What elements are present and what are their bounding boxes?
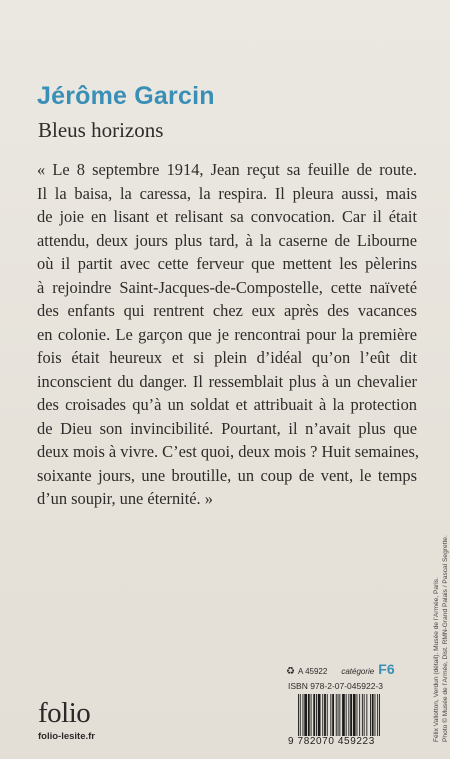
blurb-line: attendu, deux jours plus tard, à la caserne de Libourne (37, 230, 417, 250)
book-title: Bleus horizons (38, 118, 164, 142)
blurb-line: soixante jours, une broutille, un coup de vent, le temps (37, 465, 417, 485)
blurb-line: « Le 8 septembre 1914, Jean reçut sa feuille de route. (37, 160, 417, 179)
barcode-bar (327, 694, 328, 736)
blurb-line: des croisades qu’à un soldat et attribuait à la protection (37, 395, 417, 414)
barcode-bar (359, 694, 360, 736)
barcode-bar (342, 694, 345, 736)
blurb-line: deux mois à vivre. C’est quoi, deux mois ? Huit semaines, (37, 442, 419, 461)
blurb-line: Il la baisa, la caressa, la respira. Il pleura aussi, mais (37, 183, 417, 203)
barcode-icon (298, 694, 412, 736)
blurb-line: d’un soupir, une éternité. » (37, 489, 213, 508)
barcode-bar (350, 694, 352, 736)
barcode-bar (316, 694, 317, 736)
barcode-bar (300, 694, 301, 736)
credit-line: Félix Vallotton, Verdun (détail). Musée de l’Armée, Paris. (433, 577, 440, 742)
barcode-bar (322, 694, 323, 736)
barcode-bar (338, 694, 339, 736)
price-category-row (286, 661, 395, 677)
barcode-bar (303, 694, 304, 736)
blurb-line: à rejoindre Saint-Jacques-de-Compostelle, cette naïveté (37, 277, 417, 297)
barcode-bar (362, 694, 363, 736)
blurb-line: fois était heureux et si plein d’idéal qu’on l’eût dit (37, 348, 417, 367)
price-category: F6 (378, 661, 395, 677)
barcode-bar (318, 694, 321, 736)
barcode-bar (308, 694, 310, 736)
barcode-bar (346, 694, 347, 736)
blurb-line: en colonie. Le garçon que je rencontrai pour la première (37, 324, 417, 344)
blurb-line: de joie en lisant et relisant sa convocation. Car il était (37, 207, 417, 226)
barcode-bar (348, 694, 349, 736)
barcode-bar (311, 694, 312, 736)
barcode-bar (304, 694, 307, 736)
barcode-bar (366, 694, 367, 736)
reference-code: A 45922 (297, 667, 328, 676)
blurb-line: où il partit avec cette ferveur que mettent les pèlerins (37, 254, 417, 273)
barcode-bar (332, 694, 334, 736)
isbn: ISBN 978-2-07-045922-3 (288, 681, 383, 691)
barcode-bar (375, 694, 376, 736)
blurb-line: inconscient du danger. Il ressemblait plus à un chevalier (37, 371, 417, 391)
barcode-bar (336, 694, 337, 736)
barcode-bar (364, 694, 365, 736)
recycle-icon: ♻ (286, 666, 295, 677)
category-label: catégorie (341, 667, 375, 676)
barcode-bar (339, 694, 340, 736)
barcode-bar (379, 694, 380, 736)
barcode-bar (377, 694, 378, 736)
barcode-bar (370, 694, 371, 736)
barcode-bar (324, 694, 326, 736)
barcode-bar (372, 694, 374, 736)
credit-line: Photo © Musée de l’Armée, Dist. RMN-Grand Palais / Pascal Segrette. (442, 535, 449, 742)
publisher-logo: folio (38, 697, 91, 729)
barcode-bar (357, 694, 358, 736)
publisher-website: folio-lesite.fr (38, 731, 96, 742)
author-name: Jérôme Garcin (37, 82, 215, 110)
blurb-line: des enfants qui rentrent chez eux après des vacances (37, 301, 417, 320)
barcode-bar (313, 694, 315, 736)
barcode-bar (330, 694, 331, 736)
barcode-bar (353, 694, 356, 736)
blurb-line: de Dieu son invincibilité. Pourtant, il n’avait plus que (37, 418, 417, 438)
back-cover-blurb (37, 158, 417, 511)
cover-image-credit (432, 535, 450, 742)
barcode-bar (298, 694, 299, 736)
barcode-number: 9 782070 459223 (288, 736, 375, 747)
